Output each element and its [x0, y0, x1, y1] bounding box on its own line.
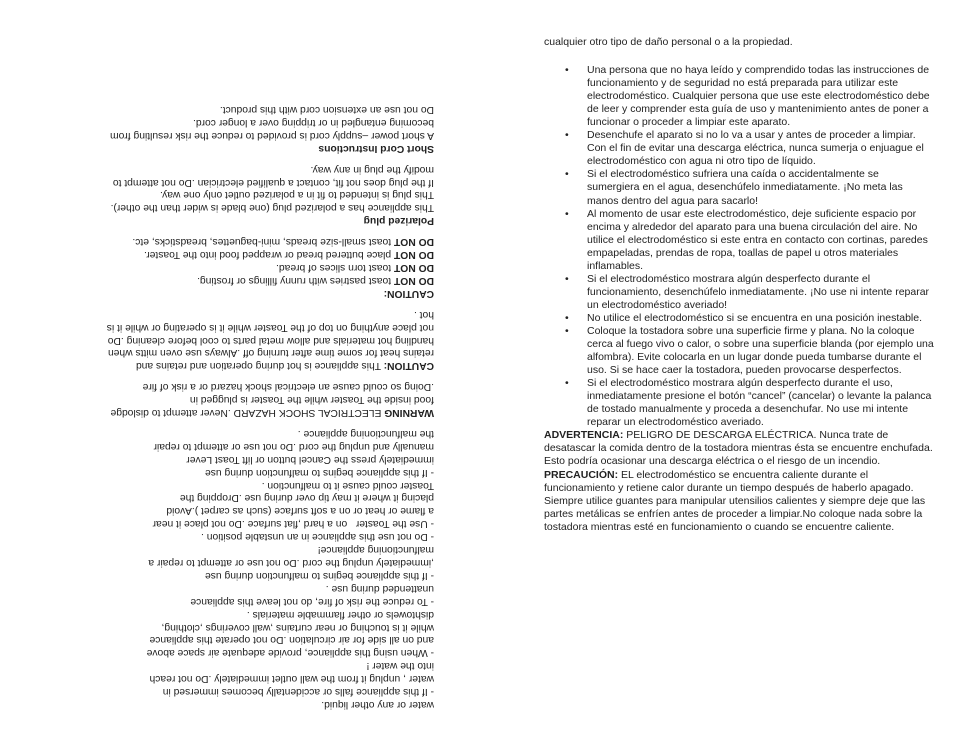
left-text-line: [60, 405, 434, 418]
left-text-line: This plug is intended to fit in a polarized outlet only one way.: [160, 189, 434, 201]
left-text-line: the malfunctioning appliance .: [297, 427, 434, 439]
bullet-item: • Una persona que no haya leído y comprendido todas las instrucciones de funcionamiento y de seguridad no está preparada para utilizar este electrodoméstico. Cualquier persona que use este electrodoméstico debe de leer y comprender esta guía de uso y mantenimiento antes de poner a funcionar o proceder a limpiar este aparato.: [544, 64, 934, 129]
left-section-heading: Short Cord Instructions: [318, 142, 434, 154]
left-text-line: hot .: [413, 308, 434, 320]
left-bold-label: DO NOT: [393, 249, 434, 261]
left-line-text: toast small-size breads, mini-baguettes, breadsticks, etc.: [132, 236, 394, 248]
warning-label: ADVERTENCIA:: [544, 429, 624, 442]
left-text-line: dishtowels or other flammable materials .: [246, 608, 434, 620]
left-text-line: malfunctioning appliance!: [317, 544, 434, 556]
left-text-line: immediately press the Cancel button or lift Toast Lever: [186, 453, 434, 465]
left-section-heading: Polarized plug: [363, 215, 434, 227]
left-text-line: ,immediately unplug the cord .Do not use or attempt to repair a: [148, 557, 434, 569]
left-text-line: - To reduce the risk of fire, do not leave this appliance: [190, 595, 434, 607]
left-bold-label: DO NOT: [393, 262, 434, 273]
left-text-line: This appliance has a polarized plug (one blade is wider than the other).: [110, 202, 434, 214]
bullet-item: • Si el electrodoméstico mostrara algún desperfecto durante el uso, inmediatamente presione el botón “cancel” (cancelar) o levante la palanca de tostado manualmente y proceda a desenchufar. No use mi intente reparar un electrodoméstico averiado.: [544, 377, 934, 429]
left-line-text: This appliance is hot during operation and retains and: [135, 360, 384, 372]
left-text-line: [60, 273, 434, 286]
left-text-line: [60, 358, 434, 371]
left-line-text: ELECTRICAL SHOCK HAZARD .Never attempt to dislodge: [110, 407, 385, 419]
bullet-item: • Coloque la tostadora sobre una superficie firme y plana. No la coloque cerca al fuego vivo o calor, o sobre una superficie blanda (por ejemplo una alfombra). Evite colocarla en un lugar donde pueda tumbarse durante el uso. Si se hace caer la tostadora, pueden provocarse desperfectos.: [544, 325, 934, 377]
left-text-line: - When using this appliance, provide adequate air space above: [146, 647, 434, 659]
left-text-line: - If this appliance falls or accidentally becomes immersed in: [162, 686, 434, 698]
left-line-text: toast torn slices of bread.: [276, 262, 394, 273]
caution-label: PRECAUCIÓN:: [544, 468, 619, 481]
left-text-line: modify the plug in any way.: [310, 163, 434, 175]
right-page: [477, 0, 954, 738]
left-text-line: .Doing so could cause an electrical shock hazard or a risk of fire: [142, 381, 434, 393]
left-text-line: not place anything on top of the Toaster while it is operating or while it is: [106, 321, 434, 333]
left-text-line: handling hot materials and allow metal parts to cool before cleaning .Do: [107, 334, 434, 346]
left-text-line: [60, 234, 434, 247]
left-text-line: - Do not use this appliance in an unstable position .: [201, 531, 434, 543]
paragraph-gap: [60, 154, 434, 162]
left-line-text: place buttered bread or wrapped food into the Toaster.: [143, 249, 394, 261]
left-line-text: toast pastries with runny fillings or frosting.: [197, 274, 394, 286]
warning-paragraph: [544, 429, 934, 468]
left-bold-label: DO NOT: [393, 274, 434, 286]
left-text-line: a flame or heat or on a soft surface (such as carpet ).Avoid: [166, 505, 434, 517]
warning-text: PELIGRO DE DESCARGA ELÉCTRICA. Nunca trate de desatascar la comida dentro de la tostadora mientras ésta se encuentre enchufada. Esto podría ocasionar una descarga eléctrica o el riesgo de un incendio.: [544, 429, 933, 468]
left-text-line: water , unplug it from the wall outlet immediately .Do not reach: [149, 673, 434, 685]
left-text-line: - Use the Toaster on a hard ,flat surface .Do not place it near: [152, 518, 434, 530]
left-text-line: [60, 260, 434, 273]
left-text-line: while it is touching or near curtains ,wall coverings ,clothing,: [161, 621, 434, 633]
bullet-item: • Al momento de usar este electrodoméstico, deje suficiente espacio por encima y alrededor del aparato para una buena circulación del aire. No utilice el electrodoméstico si este entra en contacto con cortinas, paredes empapeladas, prendas de ropa, toallas de papel u otros materiales inflamables.: [544, 208, 934, 273]
bullet-item: • Si el electrodoméstico sufriera una caída o accidentalmente se sumergiera en el agua, desenchúfelo inmediatamente. ¡No meta las manos dentro del agua para sacarlo!: [544, 168, 934, 207]
left-text-line: and on all side for air circulation .Do not operate this appliance: [149, 634, 434, 646]
left-text-line: food inside the Toaster while the Toaster is plugged in: [189, 394, 434, 406]
paragraph-gap: [60, 371, 434, 379]
left-text-line: into the water !: [366, 660, 434, 672]
left-bold-label: WARNING: [384, 407, 434, 419]
safety-bullet-list: [544, 64, 934, 429]
left-text-line: becoming entangled in or tripping over a longer cord.: [193, 116, 434, 128]
paragraph-gap: [60, 226, 434, 234]
left-text-line: manually and unplug the cord .Do not use or attempt to repair: [153, 440, 434, 452]
bullet-item: • No utilice el electrodoméstico si se encuentra en una posición inestable.: [544, 312, 934, 325]
paragraph-gap: [60, 418, 434, 426]
left-text-line: If the plug does not fit, contact a qualified electrician .Do not attempt to: [112, 176, 434, 188]
left-text-line: unattended during use .: [325, 582, 434, 594]
left-text-line: - If this appliance begins to malfunction during use: [205, 569, 434, 581]
intro-text: cualquier otro tipo de daño personal o a la propiedad.: [544, 36, 793, 48]
bullet-item: • Si el electrodoméstico mostrara algún desperfecto durante el funcionamiento, desenchúfelo inmediatamente. ¡No use ni intente reparar un electrodoméstico averiado!: [544, 273, 934, 312]
caution-text: EL electrodoméstico se encuentra caliente durante el funcionamiento y retiene calor durante un tiempo después de haberlo apagado. Siempre utilice guantes para manipular utensilios calientes y siempre deje que las partes metálicas se enfríen antes de proceder a limpiar.No coloque nada sobre la tostadora mientras esté en funcionamiento o cuando se encuentre caliente.: [544, 468, 926, 533]
left-text-line: - If this appliance begins to malfunction during use: [205, 466, 434, 478]
left-text-line: Do not use an extension cord with this product.: [219, 104, 434, 116]
left-text-line: [60, 247, 434, 260]
left-text-line: water or any other liquid.: [321, 699, 434, 710]
left-text-line: Toaster could cause it to malfunction .: [261, 479, 434, 491]
caution-paragraph: [544, 469, 934, 534]
left-bold-label: DO NOT: [393, 236, 434, 248]
left-bold-label: CAUTION:: [383, 360, 434, 372]
left-text-line: A short power –supply cord is provided to reduce the risk resulting from: [110, 129, 434, 141]
right-page-content: [544, 36, 934, 534]
paragraph-gap: [60, 299, 434, 307]
left-text-line: retains heat for some time after turning off .Always use oven mitts when: [107, 347, 434, 359]
bullet-item: • Desenchufe el aparato si no lo va a usar y antes de proceder a limpiar. Con el fin de evitar una descarga eléctrica, nunca sumerja o enjuague el electrodoméstico con agua ni otro tipo de líquido.: [544, 129, 934, 168]
left-page-upside-down-text: [60, 28, 434, 710]
left-section-heading: CAUTION:: [383, 287, 434, 299]
left-text-line: placing it where it may tip over during use .Dropping the: [179, 492, 434, 504]
